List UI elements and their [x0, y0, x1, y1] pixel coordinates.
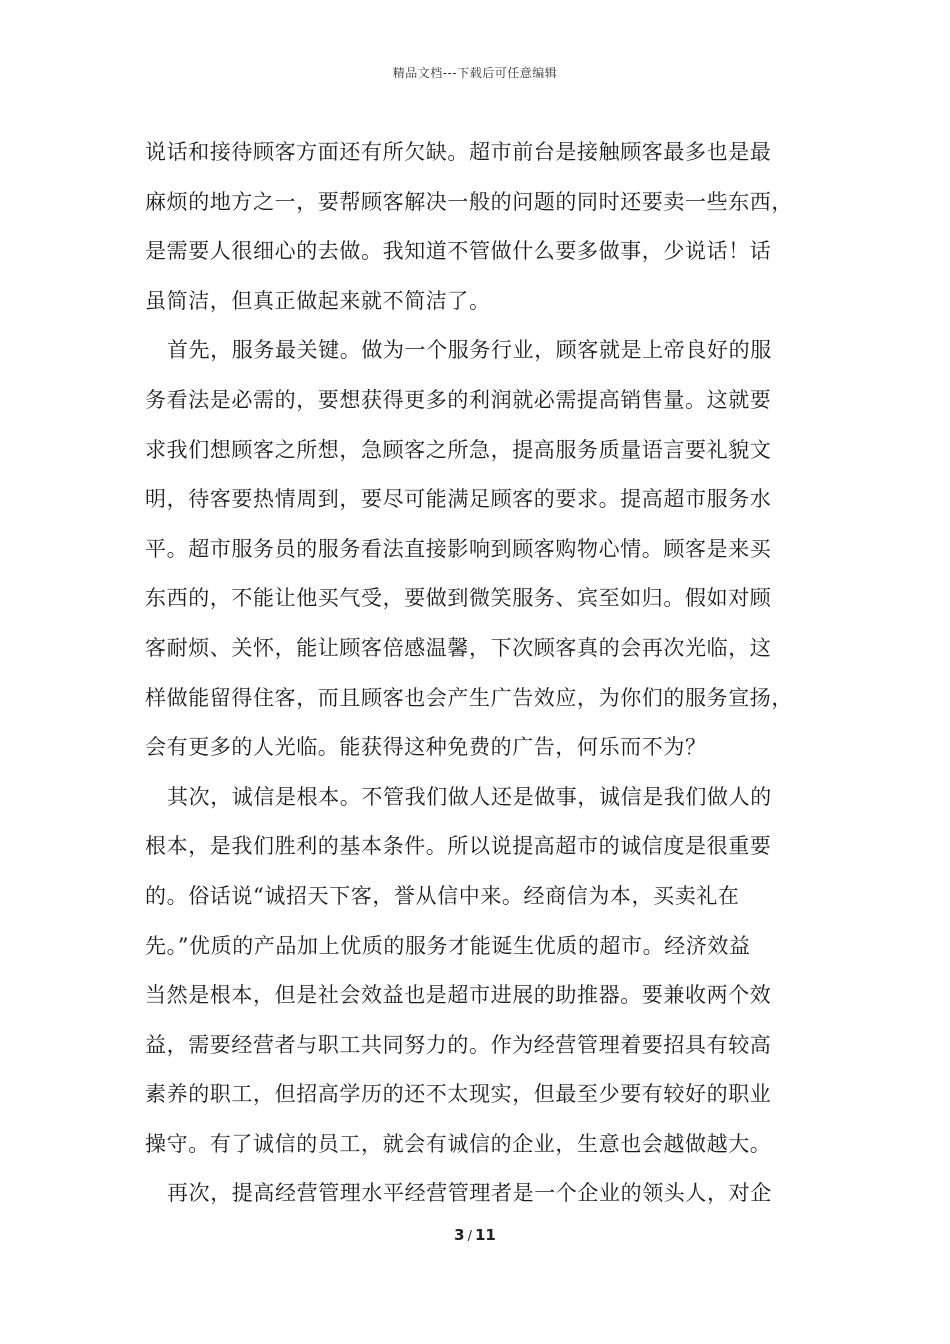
- paragraph-first-line: 再次，提高经营管理水平经营管理者是一个企业的领头人，对企: [167, 1181, 772, 1206]
- current-page-number: 3: [454, 1226, 465, 1244]
- text-line: 素养的职工，但招高学历的还不太现实，但最至少要有较好的职业: [145, 1082, 772, 1107]
- text-line: 说话和接待顾客方面还有所欠缺。超市前台是接触顾客最多也是最: [145, 140, 772, 164]
- text-line: 虽简洁，但真正做起来就不简洁了。: [145, 288, 491, 313]
- page-header: 精品文档---下载后可任意编辑: [392, 66, 558, 80]
- text-line: 东西的，不能让他买气受，要做到微笑服务、宾至如归。假如对顾: [145, 586, 772, 611]
- page-number: [0, 1226, 950, 1244]
- paragraph-first-line: 首先，服务最关键。做为一个服务行业，顾客就是上帝良好的服: [167, 338, 772, 363]
- text-line: 会有更多的人光临。能获得这种免费的广告，何乐而不为？: [145, 735, 707, 760]
- text-line: 务看法是必需的，要想获得更多的利润就必需提高销售量。这就要: [145, 387, 772, 412]
- text-line: 当然是根本，但是社会效益也是超市进展的助推器。要兼收两个效: [145, 983, 772, 1008]
- text-line: 平。超市服务员的服务看法直接影响到顾客购物心情。顾客是来买: [145, 536, 772, 561]
- text-line: 操守。有了诚信的员工，就会有诚信的企业，生意也会越做越大。: [145, 1131, 772, 1156]
- text-line: 根本，是我们胜利的基本条件。所以说提高超市的诚信度是很重要: [145, 834, 772, 859]
- text-line: 麻烦的地方之一，要帮顾客解决一般的问题的同时还要卖一些东西，: [145, 189, 793, 214]
- text-line: 求我们想顾客之所想，急顾客之所急，提高服务质量语言要礼貌文: [145, 437, 772, 462]
- document-body: [145, 128, 825, 1219]
- page-separator: /: [467, 1229, 472, 1244]
- text-line: 先。”优质的产品加上优质的服务才能诞生优质的超市。经济效益: [145, 933, 751, 958]
- text-line: 明，待客要热情周到，要尽可能满足顾客的要求。提高超市服务水: [145, 487, 772, 512]
- total-pages-number: 11: [474, 1226, 496, 1244]
- text-line: 益，需要经营者与职工共同努力的。作为经营管理着要招具有较高: [145, 1032, 772, 1057]
- paragraph-first-line: 其次，诚信是根本。不管我们做人还是做事，诚信是我们做人的: [167, 784, 772, 809]
- text-line: 是需要人很细心的去做。我知道不管做什么要多做事，少说话！话: [145, 239, 772, 264]
- text-line: 样做能留得住客，而且顾客也会产生广告效应，为你们的服务宣扬，: [145, 685, 793, 710]
- text-line: 的。俗话说“诚招天下客，誉从信中来。经商信为本，买卖礼在: [145, 883, 740, 908]
- text-line: 客耐烦、关怀，能让顾客倍感温馨，下次顾客真的会再次光临，这: [145, 635, 772, 660]
